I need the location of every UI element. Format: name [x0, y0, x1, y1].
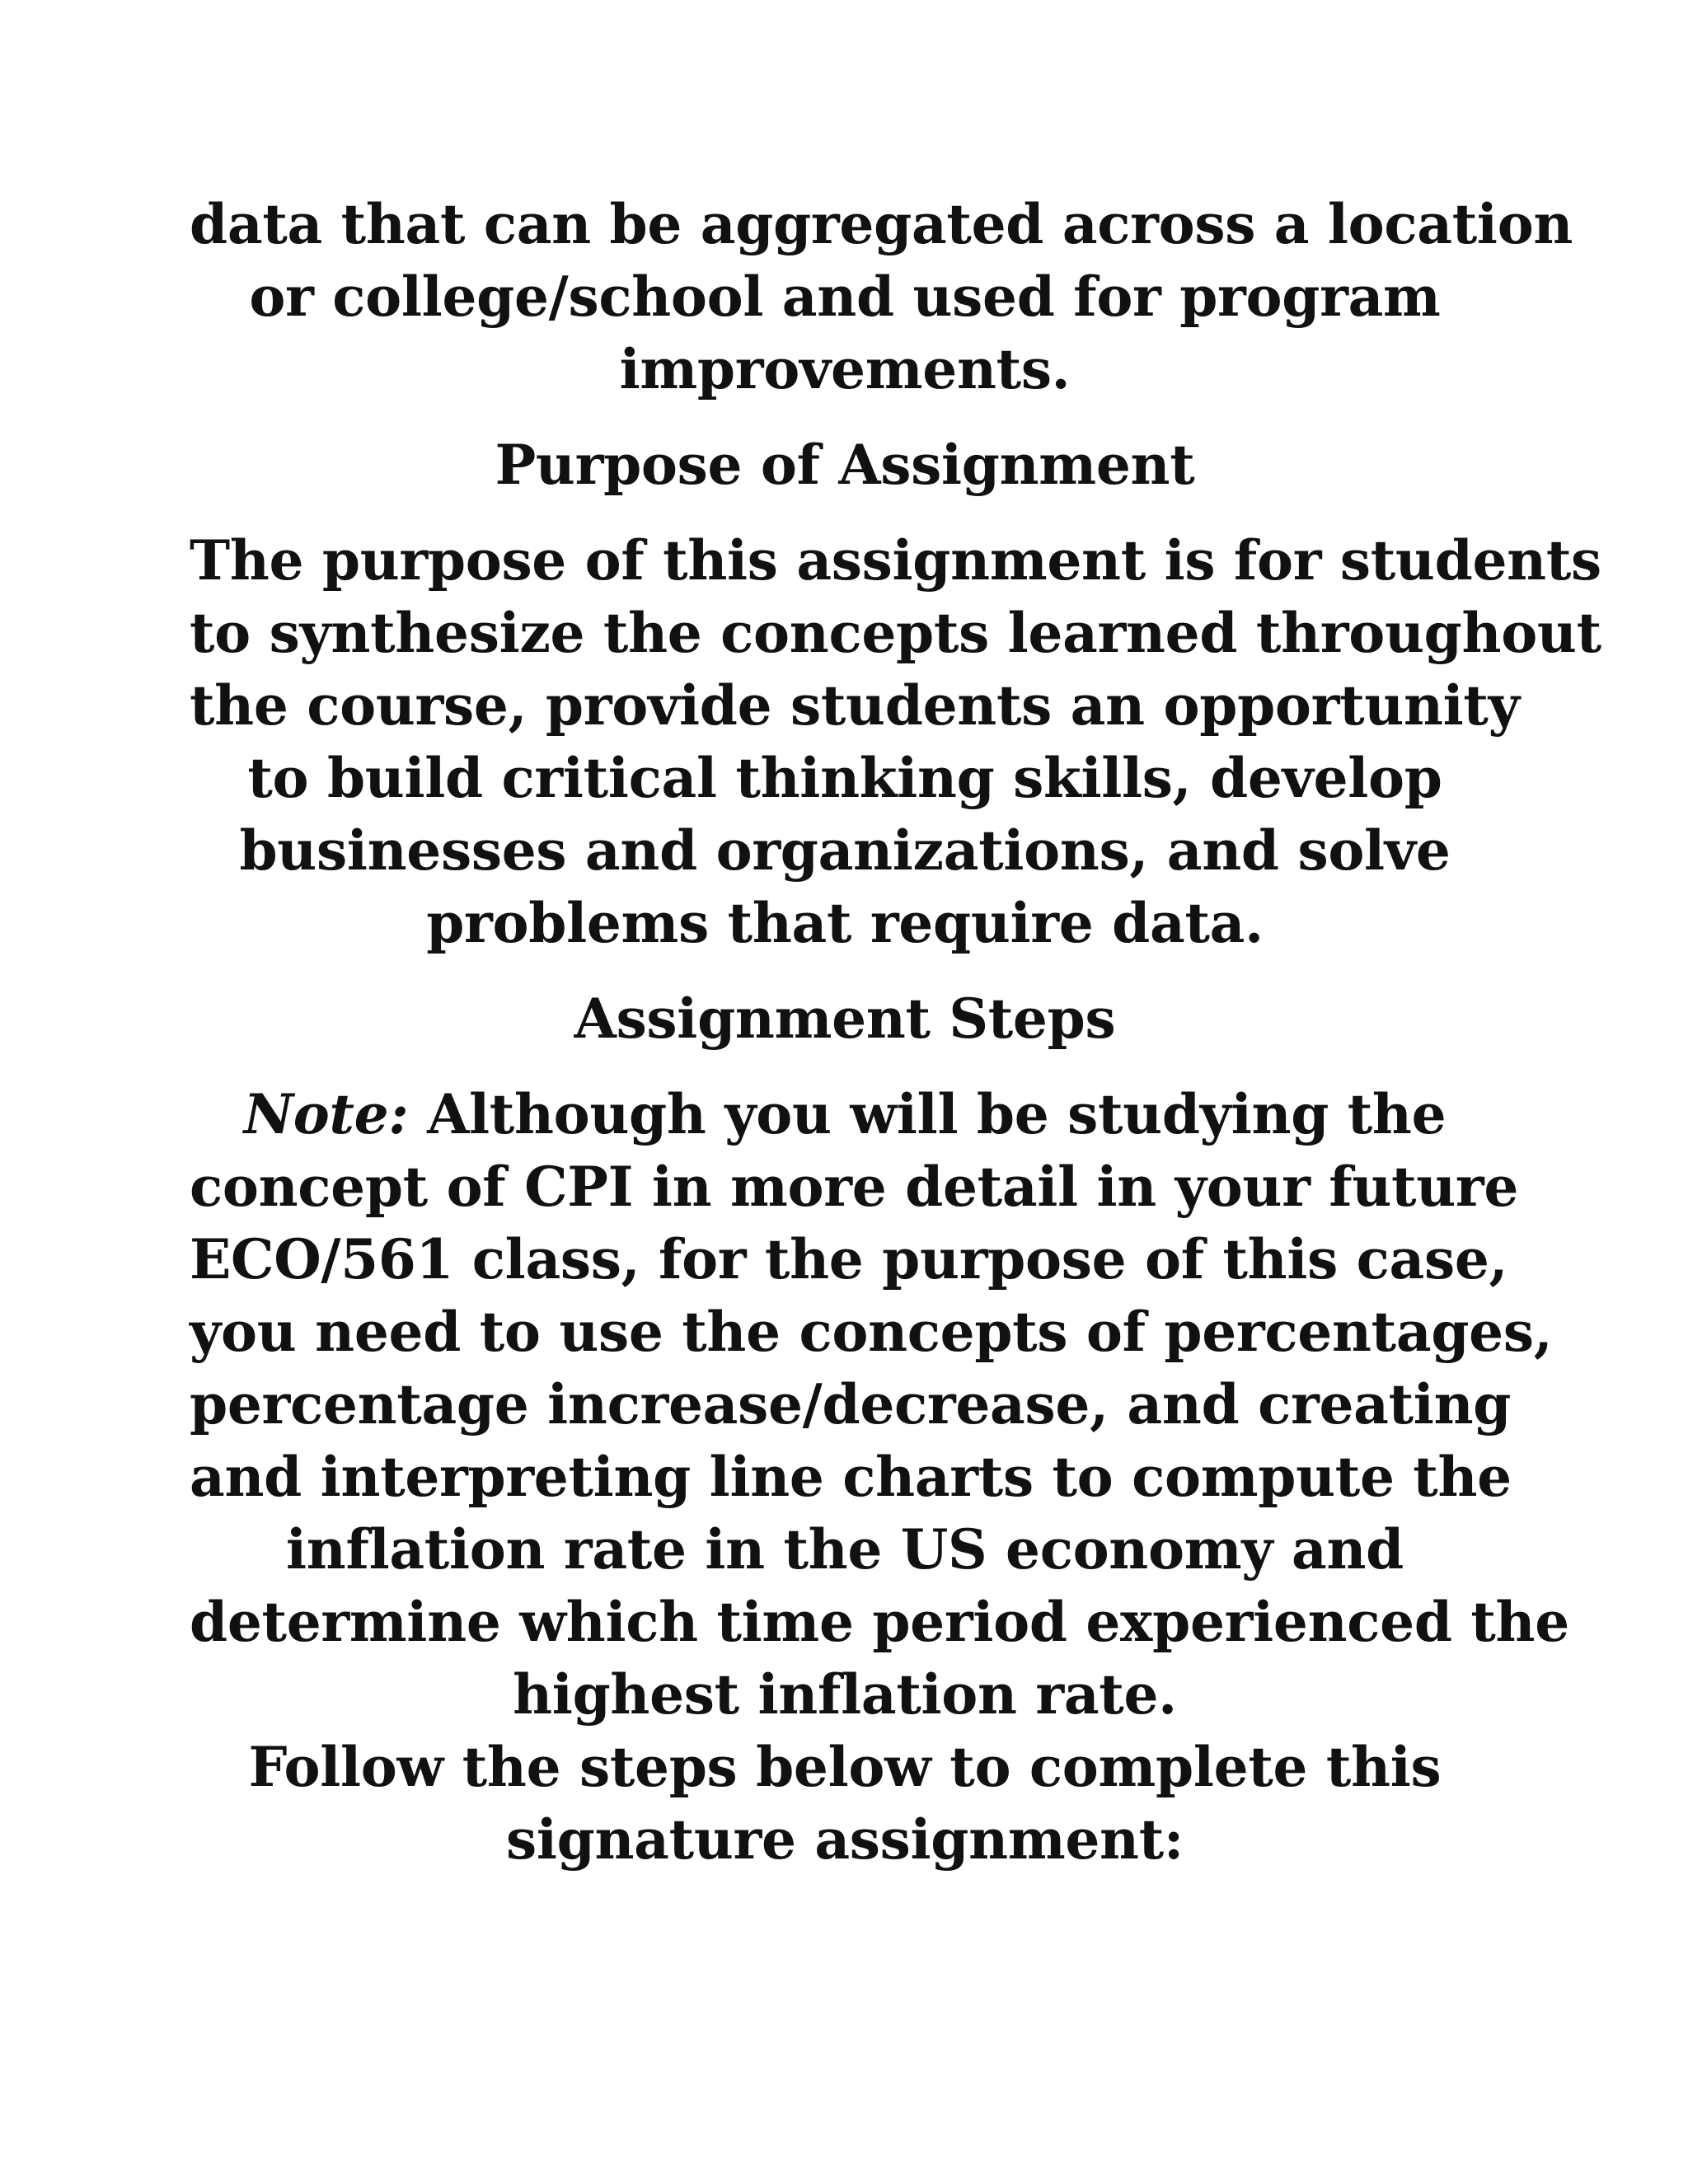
- note-first-line: [190, 1078, 1500, 1151]
- follow-line: Follow the steps below to complete this: [248, 1735, 1442, 1799]
- note-line: inflation rate in the US economy and: [286, 1517, 1404, 1582]
- note-line: you need to use the concepts of percentages,: [190, 1300, 1553, 1364]
- intro-paragraph: [190, 188, 1573, 405]
- purpose-line: the course, provide students an opportunity: [190, 673, 1520, 738]
- purpose-heading: Purpose of Assignment: [495, 433, 1195, 497]
- note-first-line-text: Although you will be studying the: [408, 1082, 1447, 1146]
- intro-line: improvements.: [619, 337, 1071, 401]
- note-line: and interpreting line charts to compute the: [190, 1445, 1512, 1509]
- note-line: concept of CPI in more detail in your future: [190, 1155, 1519, 1219]
- purpose-line: businesses and organizations, and solve: [239, 818, 1451, 883]
- steps-heading: Assignment Steps: [574, 987, 1116, 1051]
- purpose-paragraph: [190, 524, 1601, 959]
- intro-line: or college/school and used for program: [249, 265, 1441, 329]
- note-paragraph: [190, 1078, 1569, 1876]
- purpose-line: to synthesize the concepts learned throughout: [190, 601, 1601, 665]
- intro-line: data that can be aggregated across a location: [190, 192, 1573, 256]
- note-line: highest inflation rate.: [513, 1662, 1177, 1727]
- purpose-line: problems that require data.: [426, 891, 1264, 955]
- follow-line: signature assignment:: [506, 1807, 1184, 1872]
- purpose-line: The purpose of this assignment is for students: [190, 528, 1601, 593]
- purpose-line: to build critical thinking skills, develop: [247, 746, 1442, 810]
- note-line: determine which time period experienced the: [190, 1590, 1569, 1654]
- note-label: Note:: [243, 1082, 409, 1146]
- note-line: ECO/561 class, for the purpose of this case,: [190, 1227, 1508, 1291]
- note-line: percentage increase/decrease, and creating: [190, 1372, 1512, 1436]
- document-page: [190, 188, 1601, 1876]
